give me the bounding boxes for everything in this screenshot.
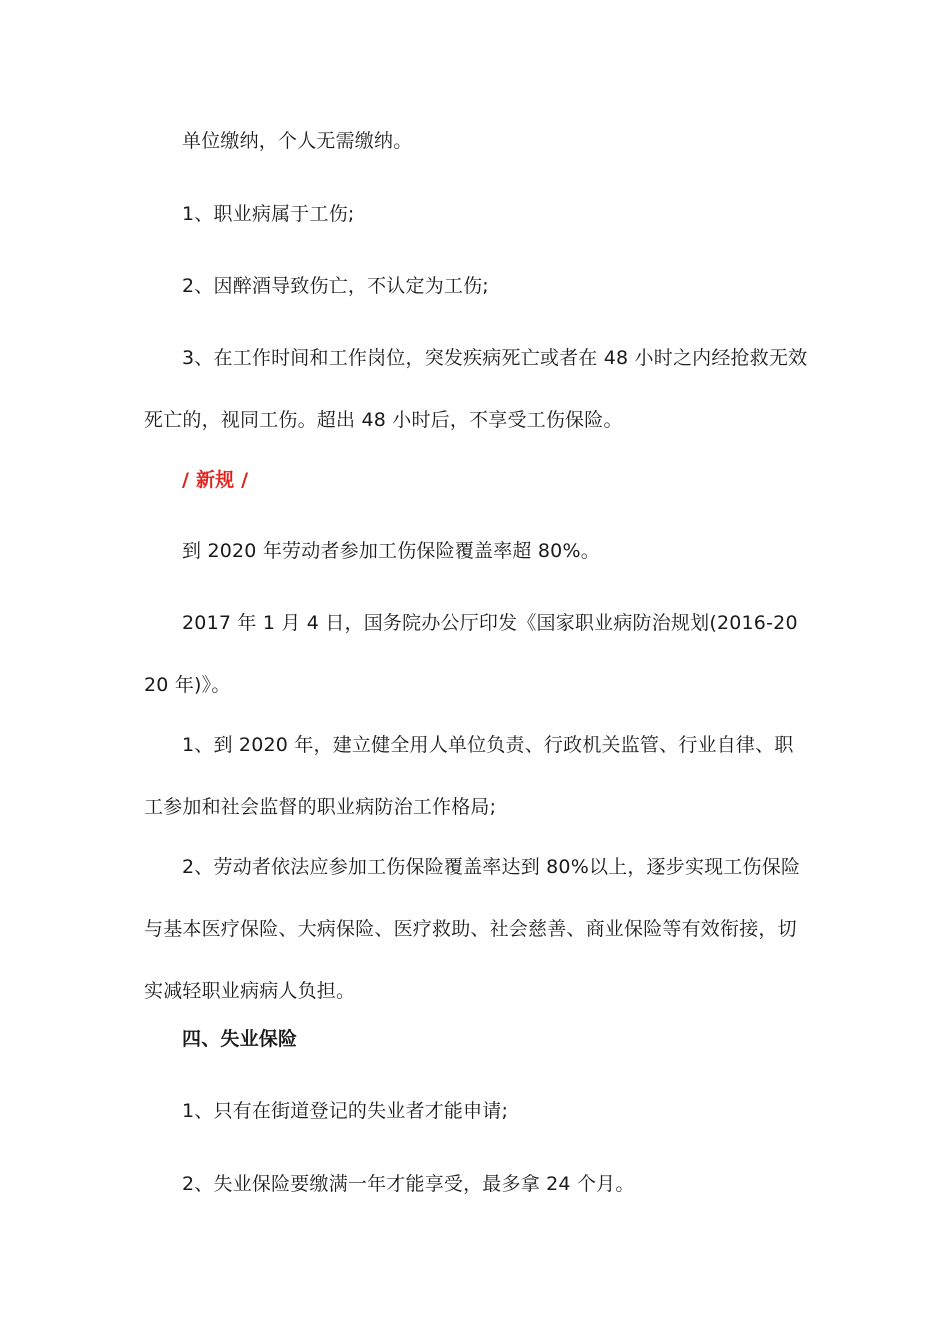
section-heading-new-rules: / 新规 /	[182, 469, 249, 491]
paragraph-contribution: 单位缴纳，个人无需缴纳。	[182, 130, 413, 152]
paragraph-coverage-2020: 到 2020 年劳动者参加工伤保险覆盖率超 80%。	[182, 540, 600, 562]
paragraph-item-sudden-death: 3、在工作时间和工作岗位，突发疾病死亡或者在 48 小时之内经抢救无效死亡的，视同工伤。超出 48 小时后，不享受工伤保险。	[144, 347, 808, 431]
paragraph-unemployment-item-1: 1、只有在街道登记的失业者才能申请;	[182, 1100, 509, 1122]
paragraph-item-occupational-disease: 1、职业病属于工伤;	[182, 203, 355, 225]
paragraph-unemployment-item-2: 2、失业保险要缴满一年才能享受，最多拿 24 个月。	[182, 1173, 635, 1195]
paragraph-plan-item-1: 1、到 2020 年，建立健全用人单位负责、行政机关监管、行业自律、职工参加和社会监督的职业病防治工作格局;	[144, 734, 794, 818]
section-heading-unemployment: 四、失业保险	[182, 1028, 298, 1050]
paragraph-item-drunk: 2、因醉酒导致伤亡，不认定为工伤;	[182, 275, 489, 297]
paragraph-plan-item-2: 2、劳动者依法应参加工伤保险覆盖率达到 80%以上，逐步实现工伤保险与基本医疗保险、大病保险、医疗救助、社会慈善、商业保险等有效衔接，切实减轻职业病病人负担。	[144, 856, 801, 1002]
paragraph-state-council-plan: 2017 年 1 月 4 日，国务院办公厅印发《国家职业病防治规划(2016-2020 年)》。	[144, 612, 798, 696]
